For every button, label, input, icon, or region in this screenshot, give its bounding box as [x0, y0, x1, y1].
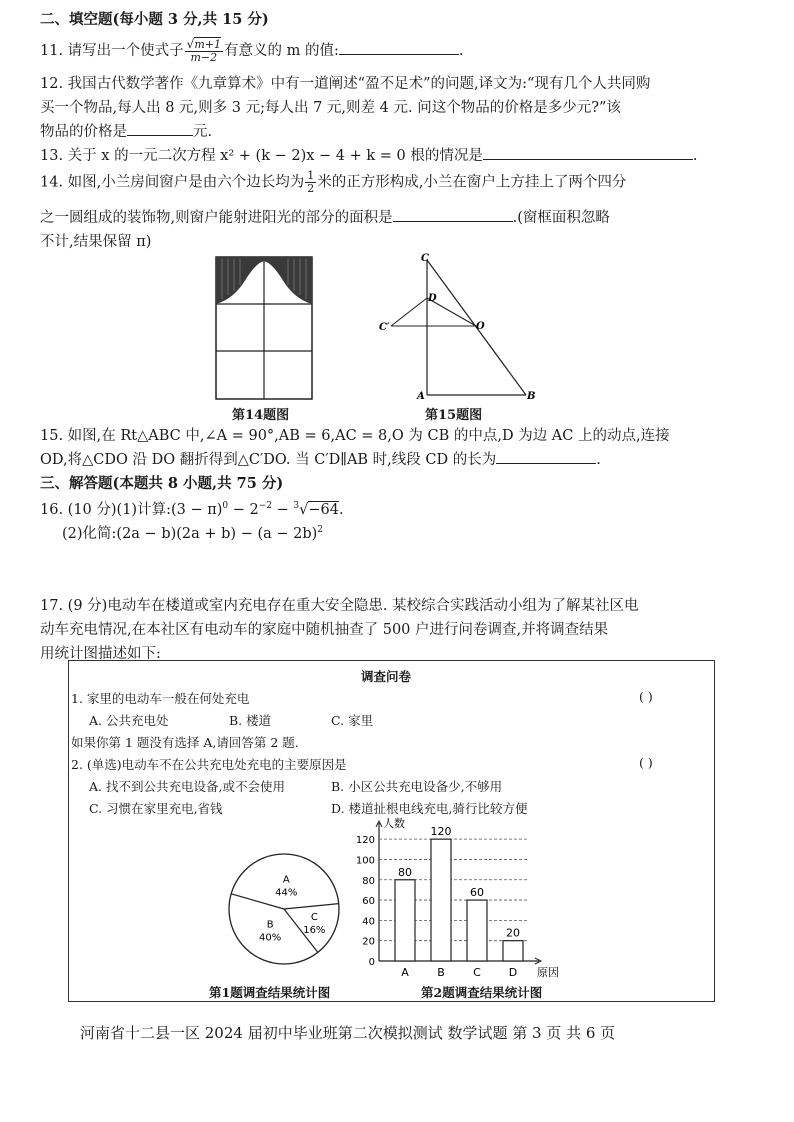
bar-value-label-B: 120 — [430, 825, 452, 839]
q14-text-b: 米的正方形构成,小兰在窗户上方挂上了两个四分 — [317, 174, 627, 191]
q11-end: . — [458, 43, 464, 59]
x-tick-label-C: C — [473, 966, 481, 979]
q16-line2 — [62, 522, 323, 543]
survey-q2-option-a: A. 找不到公共充电设备,或不会使用 — [89, 779, 285, 794]
q16-line1 — [40, 498, 344, 519]
question-13 — [40, 144, 697, 165]
bar-B — [431, 839, 451, 961]
bar-C — [467, 900, 487, 961]
label-C: C — [421, 253, 429, 264]
q17-line3: 用统计图描述如下: — [40, 646, 161, 662]
q11-denominator: m−2 — [190, 51, 218, 64]
figure-14-caption: 第14题图 — [232, 408, 290, 423]
pie-slice-value-C: 16% — [303, 925, 326, 937]
q11-answer-blank[interactable] — [339, 54, 459, 55]
q16-radicand: −64 — [308, 502, 339, 518]
q12-line3 — [40, 120, 212, 141]
q17-line2: 动车充电情况,在本社区有电动车的家庭中随机抽查了 500 户进行问卷调查,并将调查结果 — [40, 622, 609, 638]
pie-slice-value-A: 44% — [275, 887, 298, 899]
bar-value-label-A: 80 — [398, 865, 412, 879]
q16-text-b: − 2 — [228, 502, 259, 518]
section-3-title: 三、解答题(本题共 8 小题,共 75 分) — [40, 475, 284, 492]
q14-answer-blank[interactable] — [393, 221, 513, 222]
bar-D — [503, 941, 523, 961]
q11-post: 有意义的 m 的值: — [223, 43, 339, 59]
x-tick-label-D: D — [508, 966, 518, 979]
q13-end: . — [692, 148, 698, 164]
q12-line2: 买一个物品,每人出 8 元,则多 3 元;每人出 7 元,则差 4 元. 问这个物品的价格是多少元?”该 — [40, 100, 621, 116]
q17-line1: 17. (9 分)电动车在楼道或室内充电存在重大安全隐患. 某校综合实践活动小组为了解某社区电 — [40, 598, 639, 614]
q16-exp1: −2 — [258, 501, 273, 512]
q16-end: . — [338, 502, 344, 518]
section-2-title: 二、填空题(每小题 3 分,共 15 分) — [40, 11, 269, 28]
survey-q1-paren[interactable]: ( ) — [639, 689, 653, 704]
pie-slice-label-C: C — [310, 912, 318, 924]
x-tick-label-A: A — [401, 966, 409, 979]
q13-text: 13. 关于 x 的一元二次方程 x² + (k − 2)x − 4 + k = 0 根的情况是 — [40, 148, 483, 164]
survey-box — [68, 660, 715, 1002]
label-O: O — [476, 321, 485, 332]
survey-q1: 1. 家里的电动车一般在何处充电 — [71, 691, 250, 706]
survey-q2-option-c: C. 习惯在家里充电,省钱 — [89, 801, 223, 816]
q12-line1: 12. 我国古代数学著作《九章算术》中有一道阐述“盈不足术”的问题,译文为:“现有几个人共同购 — [40, 76, 651, 92]
y-tick-label-120: 120 — [355, 835, 375, 847]
survey-q1-option-b: B. 楼道 — [229, 713, 272, 728]
q14-text-a: 14. 如图,小兰房间窗户是由六个边长均为 — [40, 174, 305, 191]
y-tick-label-80: 80 — [362, 875, 375, 887]
y-tick-label-100: 100 — [355, 855, 375, 867]
q15-end: . — [596, 452, 601, 468]
q14-text-c: 之一圆组成的装饰物,则窗户能射进阳光的部分的面积是 — [40, 210, 393, 226]
q14-frac-den: 2 — [307, 182, 315, 195]
x-axis-label: 原因 — [537, 966, 559, 979]
survey-q2: 2. (单选)电动车不在公共充电处充电的主要原因是 — [71, 757, 347, 772]
x-tick-label-B: B — [437, 966, 445, 979]
q14-frac-num: 1 — [307, 169, 315, 182]
q12-answer-blank[interactable] — [127, 135, 193, 136]
figure-14-window — [214, 255, 314, 401]
q14-line1 — [40, 170, 626, 195]
q12-unit: 元. — [193, 124, 213, 140]
survey-q2-option-b: B. 小区公共充电设备少,不够用 — [331, 779, 503, 794]
q14-line3: 不计,结果保留 π) — [40, 234, 152, 250]
bar-chart-title: 第2题调查结果统计图 — [421, 985, 543, 1000]
q14-fraction — [305, 170, 316, 195]
q15-text: OD,将△CDO 沿 DO 翻折得到△C′DO. 当 C′D∥AB 时,线段 CD 的长为 — [40, 452, 497, 468]
survey-q2-option-d: D. 楼道扯根电线充电,骑行比较方便 — [331, 801, 528, 816]
survey-q1-option-c: C. 家里 — [331, 713, 374, 728]
figure-15-triangle — [375, 250, 545, 402]
y-tick-label-20: 20 — [362, 936, 375, 948]
question-11 — [40, 38, 463, 64]
pie-chart-title: 第1题调查结果统计图 — [209, 985, 331, 1000]
survey-q2-paren[interactable]: ( ) — [639, 755, 653, 770]
bar-chart — [349, 811, 599, 981]
survey-title: 调查问卷 — [361, 669, 412, 684]
bar-value-label-D: 20 — [506, 926, 520, 940]
q16-part2: (2)化简:(2a − b)(2a + b) − (a − 2b) — [62, 526, 318, 542]
y-tick-label-60: 60 — [362, 896, 375, 908]
q11-numerator: m+1 — [194, 38, 221, 51]
page-footer: 河南省十二县一区 2024 届初中毕业班第二次模拟测试 数学试题 第 3 页 共 6 页 — [80, 1024, 616, 1042]
figure-15-caption: 第15题图 — [425, 408, 483, 423]
survey-q1-option-a: A. 公共充电处 — [89, 713, 169, 728]
label-A: A — [417, 391, 425, 402]
q15-line1: 15. 如图,在 Rt△ABC 中,∠A = 90°,AB = 6,AC = 8,O 为 CB 的中点,D 为边 AC 上的动点,连接 — [40, 428, 670, 444]
q15-line2 — [40, 448, 601, 469]
q15-answer-blank[interactable] — [496, 463, 596, 464]
survey-note: 如果你第 1 题没有选择 A,请回答第 2 题. — [71, 735, 299, 750]
q16-exp0: 0 — [222, 501, 229, 512]
label-C-prime: C′ — [379, 322, 390, 333]
q16-text-c: − — [272, 502, 294, 518]
q11-fraction: $\frac{√m+1}{m-2}$ — [186, 37, 221, 64]
bar-A — [395, 880, 415, 961]
pie-slice-label-B: B — [266, 919, 274, 931]
pie-slice-value-B: 40% — [259, 932, 282, 944]
q16-radical: √ — [299, 502, 309, 518]
label-D: D — [428, 293, 437, 304]
bar-value-label-C: 60 — [470, 886, 484, 900]
y-axis-label: 人数 — [383, 817, 405, 830]
pie-chart — [209, 839, 359, 979]
q12-line3-text: 物品的价格是 — [40, 124, 127, 140]
q16-exp2: 2 — [317, 525, 324, 536]
q14-text-d: .(窗框面积忽略 — [512, 210, 610, 226]
q11-prefix: 11. 请写出一个使式子 — [40, 43, 184, 59]
y-tick-label-40: 40 — [362, 916, 375, 928]
q16-root-index: 3 — [293, 501, 300, 512]
q16-text-a: 16. (10 分)(1)计算:(3 − π) — [40, 502, 223, 518]
y-tick-label-0: 0 — [368, 957, 375, 968]
label-B: B — [527, 391, 536, 402]
q14-line2 — [40, 206, 610, 227]
pie-slice-label-A: A — [282, 874, 290, 886]
q13-answer-blank[interactable] — [483, 159, 693, 160]
